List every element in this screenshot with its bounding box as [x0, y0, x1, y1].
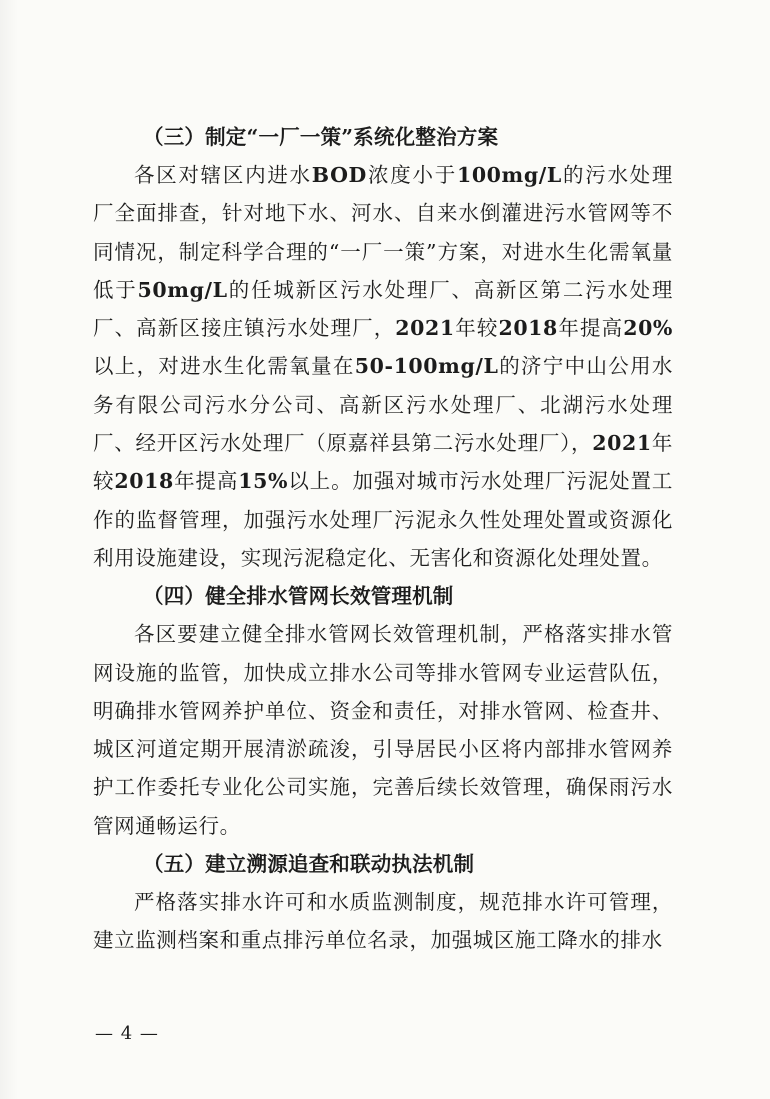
page-number: — 4 —	[95, 1023, 159, 1044]
section-paragraph-3: 各区对辖区内进水BOD浓度小于100mg/L的污水处理厂全面排查，针对地下水、河水、自来水倒灌进污水管网等不同情况，制定科学合理的“一厂一策”方案，对进水生化需氧量低于50mg/L的任城新区污水处理厂、高新区第二污水处理厂、高新区接庄镇污水处理厂，2021年较2018年提高20%以上，对进水生化需氧量在50-100mg/L的济宁中山公用水务有限公司污水分公司、高新区污水处理厂、北湖污水处理厂、经开区污水处理厂（原嘉祥县第二污水处理厂），2021年较2018年提高15%以上。加强对城市污水处理厂污泥处置工作的监督管理，加强污水处理厂污泥永久性处理处置或资源化利用设施建设，实现污泥稳定化、无害化和资源化处理处置。	[93, 163, 674, 570]
document-body	[93, 118, 673, 960]
section-paragraph-5: 严格落实排水许可和水质监测制度，规范排水许可管理，建立监测档案和重点排污单位名录，加强城区施工降水的排水	[93, 890, 673, 953]
section-paragraph-4: 各区要建立健全排水管网长效管理机制，严格落实排水管网设施的监管，加快成立排水公司等排水管网专业运营队伍，明确排水管网养护单位、资金和责任，对排水管网、检查井、城区河道定期开展清淤疏浚，引导居民小区将内部排水管网养护工作委托专业化公司实施，完善后续长效管理，确保雨污水管网通畅运行。	[93, 622, 673, 838]
section-heading-3: （三）制定“一厂一策”系统化整治方案	[143, 125, 499, 149]
section-heading-5: （五）建立溯源追查和联动执法机制	[143, 852, 475, 877]
section-heading-4: （四）健全排水管网长效管理机制	[143, 584, 454, 609]
